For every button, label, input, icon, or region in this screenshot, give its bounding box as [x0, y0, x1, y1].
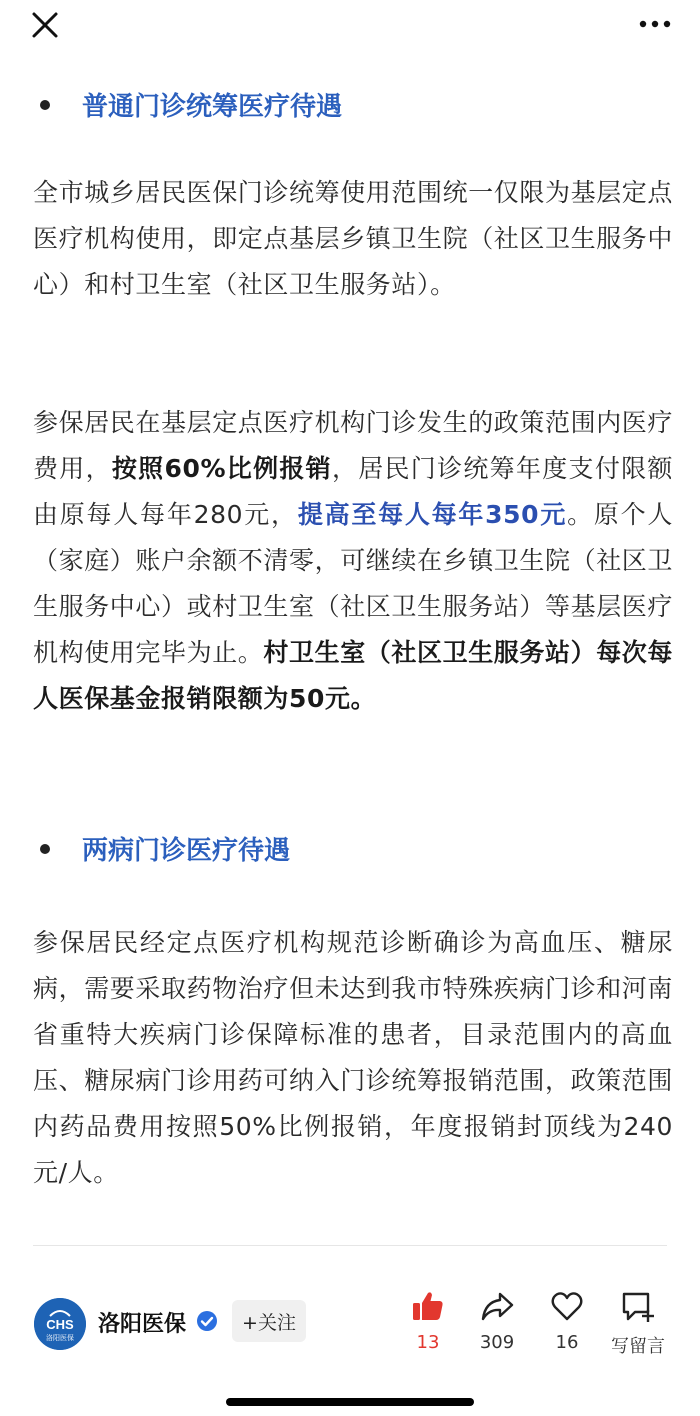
- paragraph-reimbursement: [33, 400, 673, 722]
- write-comment-label: 写留言: [611, 1336, 665, 1357]
- more-button[interactable]: [638, 14, 672, 34]
- follow-button[interactable]: +关注: [232, 1300, 306, 1342]
- bottom-bar: [0, 1280, 700, 1360]
- paragraph-text: ，居民门诊统筹年度支付限额由原每人每年280元，: [33, 454, 673, 529]
- paragraph-usage-scope: 全市城乡居民医保门诊统筹使用范围统一仅限为基层定点医疗机构使用，即定点基层乡镇卫生院（社区卫生服务中心）和村卫生室（社区卫生服务站）。: [33, 178, 674, 299]
- section-heading-general-outpatient: [40, 86, 342, 123]
- heart-icon: [549, 1288, 585, 1324]
- raised-limit-text: 提高至每人每年350元: [297, 500, 568, 529]
- account-avatar[interactable]: [34, 1298, 86, 1350]
- bullet-dot: [40, 100, 50, 110]
- share-button[interactable]: [462, 1288, 532, 1358]
- paragraph-two-diseases: 参保居民经定点医疗机构规范诊断确诊为高血压、糖尿病，需要采取药物治疗但未达到我市特殊疾病门诊和河南省重特大疾病门诊保障标准的患者，目录范围内的高血压、糖尿病门诊用药可纳入门诊统筹报销范围，政策范围内药品费用按照50%比例报销，年度报销封顶线为240元/人。: [33, 928, 674, 1187]
- paragraph-text: 。原个人（家庭）账户余额不清零，可继续在乡镇卫生院（社区卫生服务中心）或村卫生室（社区卫生服务站）等基层医疗机构使用完毕为止。: [33, 500, 674, 667]
- home-indicator: [226, 1398, 474, 1406]
- thumbs-up-icon: [410, 1288, 446, 1324]
- section-heading-text: 普通门诊统筹医疗待遇: [82, 92, 343, 122]
- bullet-dot: [40, 844, 50, 854]
- share-icon: [479, 1288, 515, 1324]
- close-icon: [28, 8, 62, 42]
- section-heading-two-diseases: [40, 830, 290, 867]
- logo-subtext: 洛阳医保: [46, 1334, 74, 1342]
- share-count: 309: [479, 1332, 515, 1353]
- write-comment-button[interactable]: [603, 1288, 673, 1358]
- account-name[interactable]: 洛阳医保: [98, 1312, 187, 1337]
- village-clinic-limit-text: 村卫生室（社区卫生服务站）每次每人医保基金报销限额为50元。: [33, 638, 674, 713]
- reimbursement-rate-text: 按照60%比例报销: [111, 454, 332, 483]
- chs-logo-icon: [34, 1298, 86, 1350]
- like-button[interactable]: [393, 1288, 463, 1358]
- paragraph-text: 参保居民在基层定点医疗机构门诊发生的政策范围内医疗费用，: [33, 408, 674, 483]
- section-heading-text: 两病门诊医疗待遇: [82, 836, 291, 866]
- verified-badge-icon: [196, 1310, 218, 1332]
- favorite-count: 16: [555, 1332, 579, 1353]
- divider: [33, 1245, 667, 1246]
- logo-text: CHS: [46, 1317, 74, 1332]
- more-dots-icon: [638, 14, 672, 34]
- favorite-button[interactable]: [532, 1288, 602, 1358]
- like-count: 13: [416, 1332, 440, 1353]
- top-bar: [0, 0, 700, 56]
- comment-icon: [620, 1288, 656, 1324]
- close-button[interactable]: [28, 8, 62, 42]
